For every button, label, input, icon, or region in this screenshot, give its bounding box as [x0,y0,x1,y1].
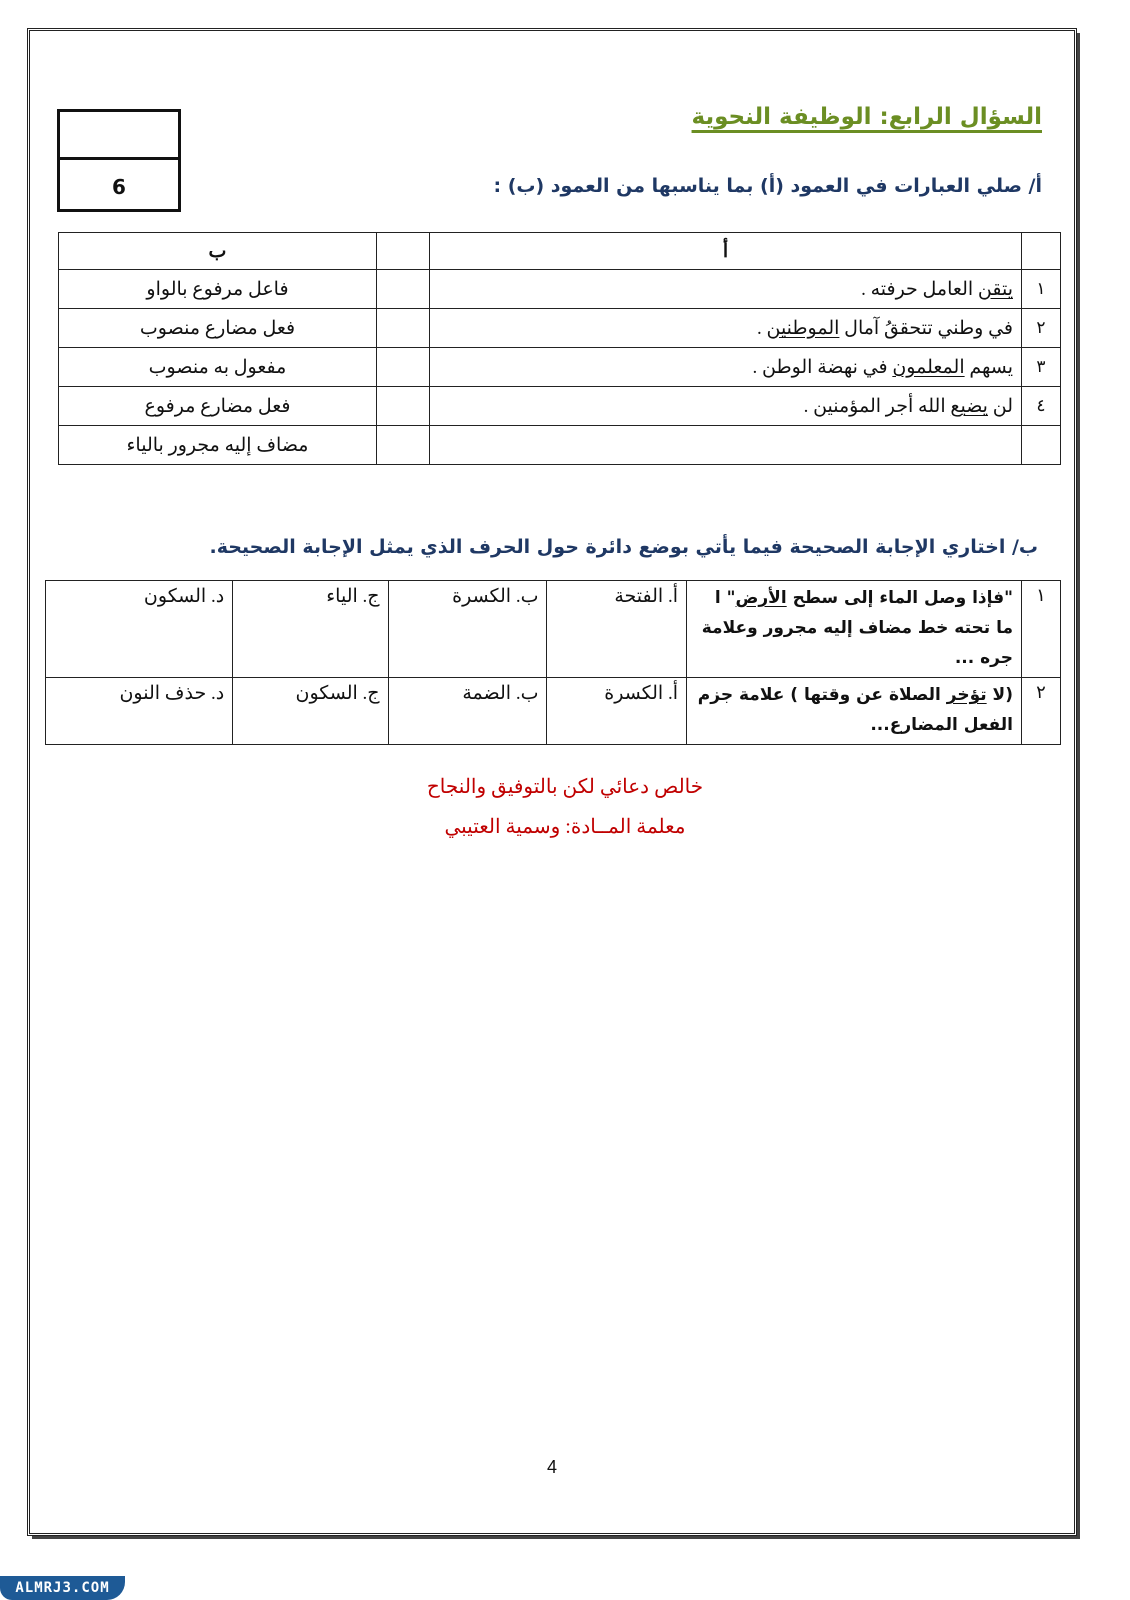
matching-table [58,232,1061,465]
answer-blank[interactable] [377,309,430,348]
matching-row [59,270,1061,309]
sentence-after: العامل حرفته . [861,278,978,300]
answer-option[interactable]: أ. الفتحة [547,581,687,678]
site-watermark: ALMRJ3.COM [0,1576,125,1600]
matching-table-header [59,233,1061,270]
question-number: ٢ [1022,678,1061,745]
sentence-before: يسهم [964,356,1013,378]
sentence-underlined-word: الموطنين [766,317,840,339]
header-column-a: أ [430,233,1022,270]
answer-blank[interactable] [377,426,430,465]
stem-before: (لا [986,685,1013,705]
sentence-after: في نهضة الوطن . [752,356,893,378]
column-b-function: مفعول به منصوب [59,348,377,387]
question-title: السؤال الرابع: الوظيفة النحوية [691,104,1042,130]
stem-after: " ا ما تحته خط مضاف إليه مجرور وعلامة جره ... [701,588,1013,668]
sentence-before: لن [987,395,1013,417]
answer-blank[interactable] [377,348,430,387]
matching-row [59,309,1061,348]
answer-option[interactable]: ب. الكسرة [388,581,547,678]
matching-row [59,426,1061,465]
score-box-obtained [60,112,178,160]
sentence-after: . [756,317,767,339]
header-num [1022,233,1061,270]
row-number: ٤ [1022,387,1061,426]
question-number: ١ [1022,581,1061,678]
header-blank [377,233,430,270]
column-b-function: فعل مضارع مرفوع [59,387,377,426]
sentence-underlined-word: المعلمون [892,356,965,378]
stem-underlined-word: تؤخر [946,685,987,705]
stem-underlined-word: الأرض [735,588,787,608]
column-b-function: مضاف إليه مجرور بالياء [59,426,377,465]
matching-row [59,387,1061,426]
answer-option[interactable]: ب. الضمة [388,678,547,745]
answer-option[interactable]: د. السكون [46,581,233,678]
multiple-choice-table [45,580,1061,745]
answer-option[interactable]: أ. الكسرة [547,678,687,745]
part-a-instruction: أ/ صلي العبارات في العمود (أ) بما يناسبها من العمود (ب) : [493,175,1042,197]
part-b-instruction: ب/ اختاري الإجابة الصحيحة فيما يأتي بوضع دائرة حول الحرف الذي يمثل الإجابة الصحيحة. [209,536,1038,558]
row-number: ٣ [1022,348,1061,387]
column-a-sentence [430,309,1022,348]
answer-option[interactable]: ج. الياء [233,581,388,678]
score-box [57,109,181,212]
column-a-sentence [430,270,1022,309]
column-a-sentence [430,348,1022,387]
answer-option[interactable]: د. حذف النون [46,678,233,745]
question-stem [687,581,1022,678]
sentence-underlined-word: يتقن [977,278,1013,300]
closing-wishes: خالص دعائي لكن بالتوفيق والنجاح [426,776,704,798]
header-column-b: ب [59,233,377,270]
column-b-function: فعل مضارع منصوب [59,309,377,348]
row-number [1022,426,1061,465]
teacher-signature: معلمة المــادة: وسمية العتيبي [444,816,686,838]
answer-blank[interactable] [377,387,430,426]
answer-blank[interactable] [377,270,430,309]
question-stem [687,678,1022,745]
column-b-function: فاعل مرفوع بالواو [59,270,377,309]
page-number: 4 [547,1457,558,1477]
row-number: ١ [1022,270,1061,309]
column-a-sentence [430,426,1022,465]
sentence-before: في وطني تتحققُ آمال [839,317,1013,339]
row-number: ٢ [1022,309,1061,348]
sentence-after: الله أجر المؤمنين . [803,395,951,417]
answer-option[interactable]: ج. السكون [233,678,388,745]
sentence-underlined-word: يضيع [950,395,988,417]
matching-row [59,348,1061,387]
stem-after: الصلاة عن وقتها ) علامة جزم الفعل المضارع... [697,685,1013,735]
mc-question-row [46,678,1061,745]
stem-before: "فإذا وصل الماء إلى سطح [786,588,1013,608]
score-box-total: 6 [112,174,126,199]
column-a-sentence [430,387,1022,426]
mc-question-row [46,581,1061,678]
